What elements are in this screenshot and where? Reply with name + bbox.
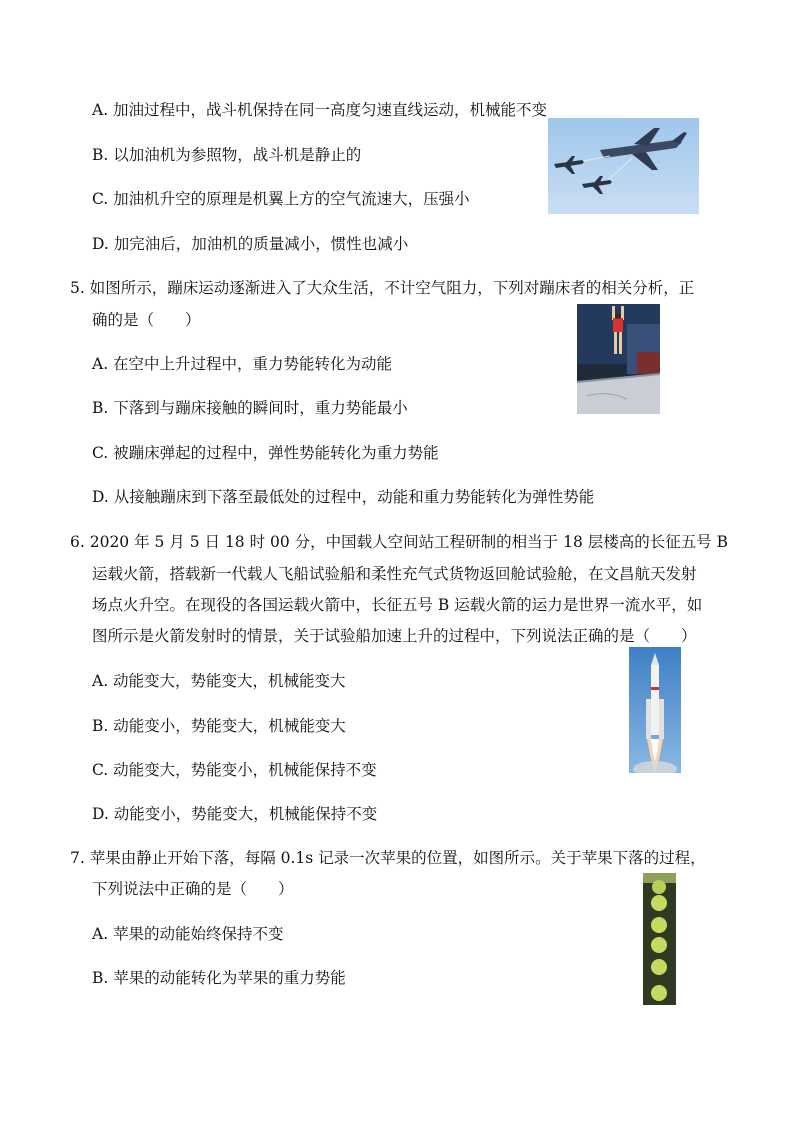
q6-option-a: A. 动能变大，势能变大，机械能变大 <box>92 672 346 690</box>
q6-stem-line-3: 场点火升空。在现役的各国运载火箭中，长征五号 B 运载火箭的运力是世界一流水平，如 <box>92 596 703 614</box>
q5-option-a: A. 在空中上升过程中，重力势能转化为动能 <box>92 355 393 373</box>
refueling-aircraft-image <box>548 118 699 214</box>
q5-option-c: C. 被蹦床弹起的过程中，弹性势能转化为重力势能 <box>92 444 439 462</box>
q4-option-a: A. 加油过程中，战斗机保持在同一高度匀速直线运动，机械能不变 <box>92 101 548 119</box>
q6-stem-line-2: 运载火箭，搭载新一代载人飞船试验船和柔性充气式货物返回舱试验舱，在文昌航天发射 <box>92 565 697 583</box>
q5-stem-line-1: 5. 如图所示，蹦床运动逐渐进入了大众生活，不计空气阻力，下列对蹦床者的相关分析，正 <box>70 279 695 297</box>
q6-option-b: B. 动能变小，势能变大，机械能变大 <box>92 717 346 735</box>
q5-option-d: D. 从接触蹦床到下落至最低处的过程中，动能和重力势能转化为弹性势能 <box>92 488 595 506</box>
q6-option-c: C. 动能变大，势能变小，机械能保持不变 <box>92 761 377 779</box>
falling-apple-strobe-image <box>643 873 676 1005</box>
q7-option-a: A. 苹果的动能始终保持不变 <box>92 925 284 943</box>
q5-option-b: B. 下落到与蹦床接触的瞬间时，重力势能最小 <box>92 399 408 417</box>
q4-option-c: C. 加油机升空的原理是机翼上方的空气流速大，压强小 <box>92 190 470 208</box>
q7-stem-line-1: 7. 苹果由静止开始下落，每隔 0.1s 记录一次苹果的位置，如图所示。关于苹果下落的过程， <box>70 849 706 867</box>
q5-stem-line-2: 确的是（ ） <box>92 311 201 329</box>
rocket-launch-image <box>629 647 681 773</box>
q6-option-d: D. 动能变小，势能变大，机械能保持不变 <box>92 805 378 823</box>
q7-option-b: B. 苹果的动能转化为苹果的重力势能 <box>92 969 346 987</box>
q4-option-d: D. 加完油后，加油机的质量减小，惯性也减小 <box>92 235 409 253</box>
q6-stem-line-4: 图所示是火箭发射时的情景，关于试验船加速上升的过程中，下列说法正确的是（ ） <box>92 627 697 645</box>
q4-option-b: B. 以加油机为参照物，战斗机是静止的 <box>92 146 362 164</box>
q7-stem-line-2: 下列说法中正确的是（ ） <box>92 880 294 898</box>
q6-stem-line-1: 6. 2020 年 5 月 5 日 18 时 00 分，中国载人空间站工程研制的相当于 18 层楼高的长征五号 B <box>70 533 729 551</box>
trampoline-athlete-image <box>577 304 660 414</box>
